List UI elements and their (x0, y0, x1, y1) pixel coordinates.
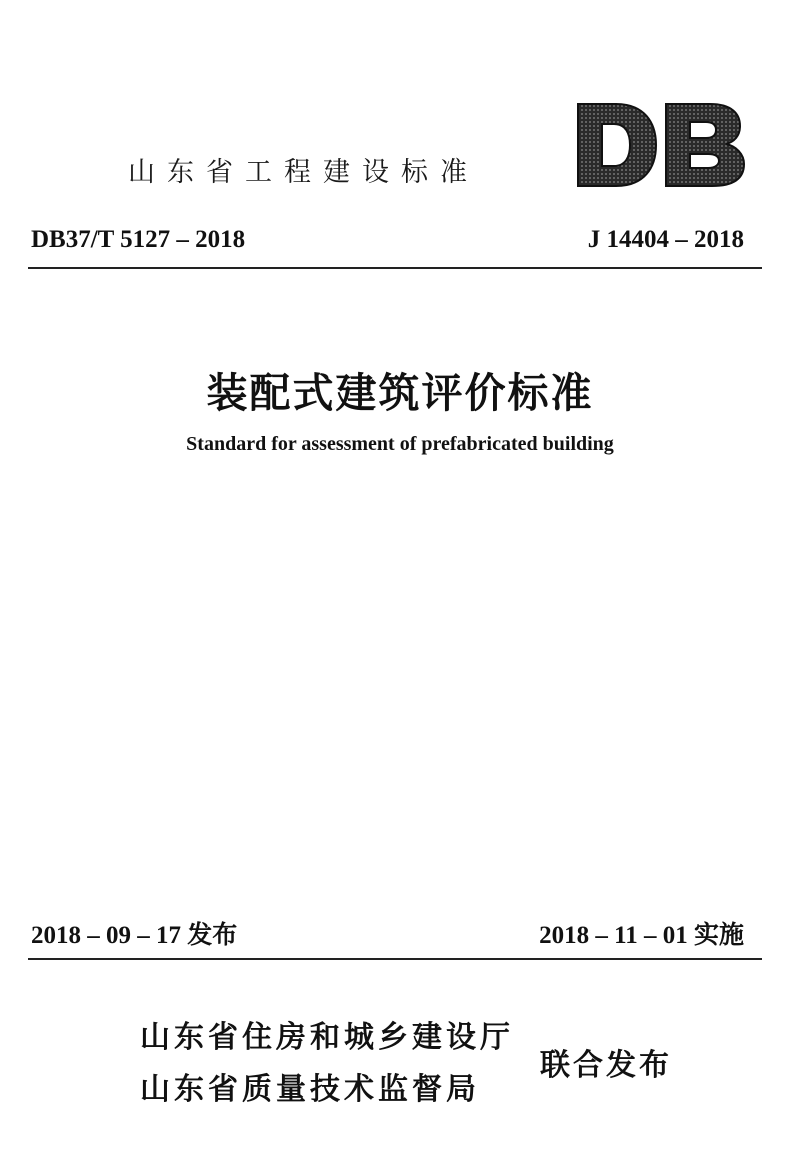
standard-code: DB37/T 5127 – 2018 (31, 226, 246, 253)
joint-release-label: 联合发布 (540, 1048, 672, 1083)
issue-date: 2018 – 09 – 17 发布 (31, 922, 238, 949)
top-divider (28, 267, 762, 269)
effective-date: 2018 – 11 – 01 实施 (539, 922, 744, 949)
publisher-item: 山东省质量技术监督局 (140, 1072, 480, 1107)
document-title: 装配式建筑评价标准 (206, 369, 594, 417)
record-code: J 14404 – 2018 (587, 226, 744, 253)
bottom-divider (28, 958, 762, 960)
db-logo (572, 100, 748, 190)
document-subtitle-en: Standard for assessment of prefabricated building (186, 433, 614, 455)
series-title: 山东省工程建设标准 (128, 157, 479, 188)
publisher-item: 山东省住房和城乡建设厅 (140, 1020, 514, 1055)
publisher-list (140, 1012, 514, 1116)
